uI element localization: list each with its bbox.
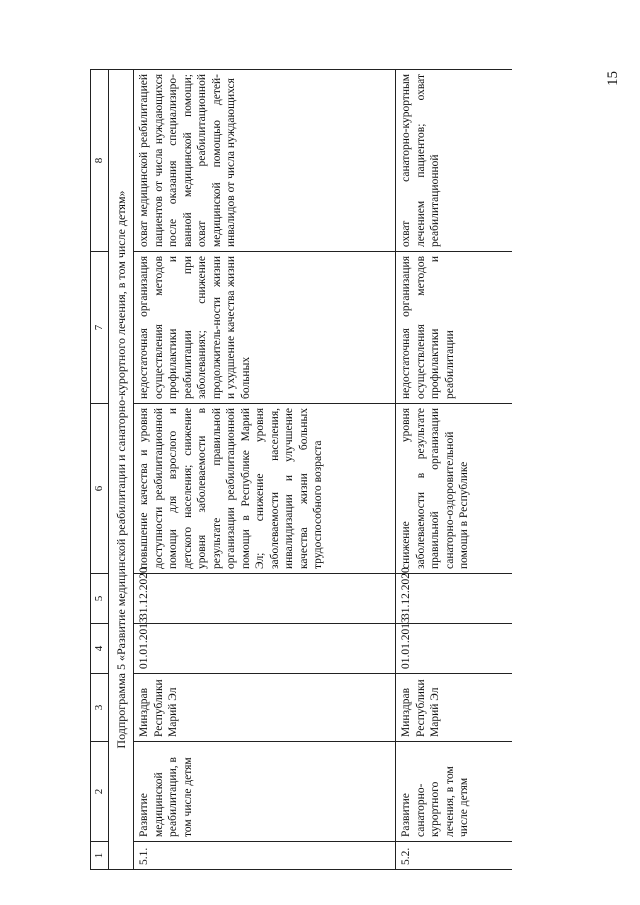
- column-number-row: [91, 70, 109, 870]
- measure-name: Развитие медицинской реабилитации, в том числе детям: [134, 742, 396, 842]
- page-number: 15: [605, 71, 621, 86]
- consequences: недостаточная организация осуществления методов профилактики и реабилитации: [396, 252, 513, 404]
- table-row: [134, 70, 396, 870]
- end-date: 31.12.2020: [134, 574, 396, 624]
- indicators: охват медицинской реабилитацией пациентов от числа нуждающихся после оказания специализиро-ванной медицинской помощи; охват реабилитационной медицинской помощью детей-инвалидов от числа нуждающихся: [134, 70, 396, 252]
- start-date: 01.01.2013: [396, 624, 513, 674]
- column-number: 4: [91, 624, 109, 674]
- expected-result: повышение качества и уровня доступности реабилитационной помощи для взрослого и детского населения; снижение уровня заболеваемости в результате правильной организации реабилитационной помощи в Республике Марий Эл; снижение уровня заболеваемости населения, инвалидизации и улучшение качества жизни больных трудоспособного возраста: [134, 404, 396, 574]
- program-table: [90, 69, 512, 870]
- column-number: 3: [91, 674, 109, 742]
- column-number: 6: [91, 404, 109, 574]
- row-number: 5.1.: [134, 842, 396, 870]
- column-number: 5: [91, 574, 109, 624]
- consequences: недостаточная организация осуществления методов профилактики и реабилитации при заболеваниях; снижение продолжитель-ности жизни и ухудшение качества жизни больных: [134, 252, 396, 404]
- table-row: [396, 70, 513, 870]
- section-title: Подпрограмма 5 «Развитие медицинской реабилитации и санаторно-курортного лечения, в том числе детям»: [108, 70, 134, 870]
- executor: Минздрав Республики Марий Эл: [134, 674, 396, 742]
- measure-name: Развитие санаторно-курортного лечения, в том числе детям: [396, 742, 513, 842]
- indicators: охват санаторно-курортным лечением пациентов; охват реабилитационной: [396, 70, 513, 252]
- end-date: 31.12.2020: [396, 574, 513, 624]
- row-number: 5.2.: [396, 842, 513, 870]
- expected-result: снижение уровня заболеваемости в результате правильной организации санаторно-оздоровительной помощи в Республике: [396, 404, 513, 574]
- column-number: 8: [91, 70, 109, 252]
- program-table-sheet: [90, 70, 520, 870]
- start-date: 01.01.2013: [134, 624, 396, 674]
- column-number: 1: [91, 842, 109, 870]
- section-row: [108, 70, 134, 870]
- column-number: 2: [91, 742, 109, 842]
- column-number: 7: [91, 252, 109, 404]
- executor: Минздрав Республики Марий Эл: [396, 674, 513, 742]
